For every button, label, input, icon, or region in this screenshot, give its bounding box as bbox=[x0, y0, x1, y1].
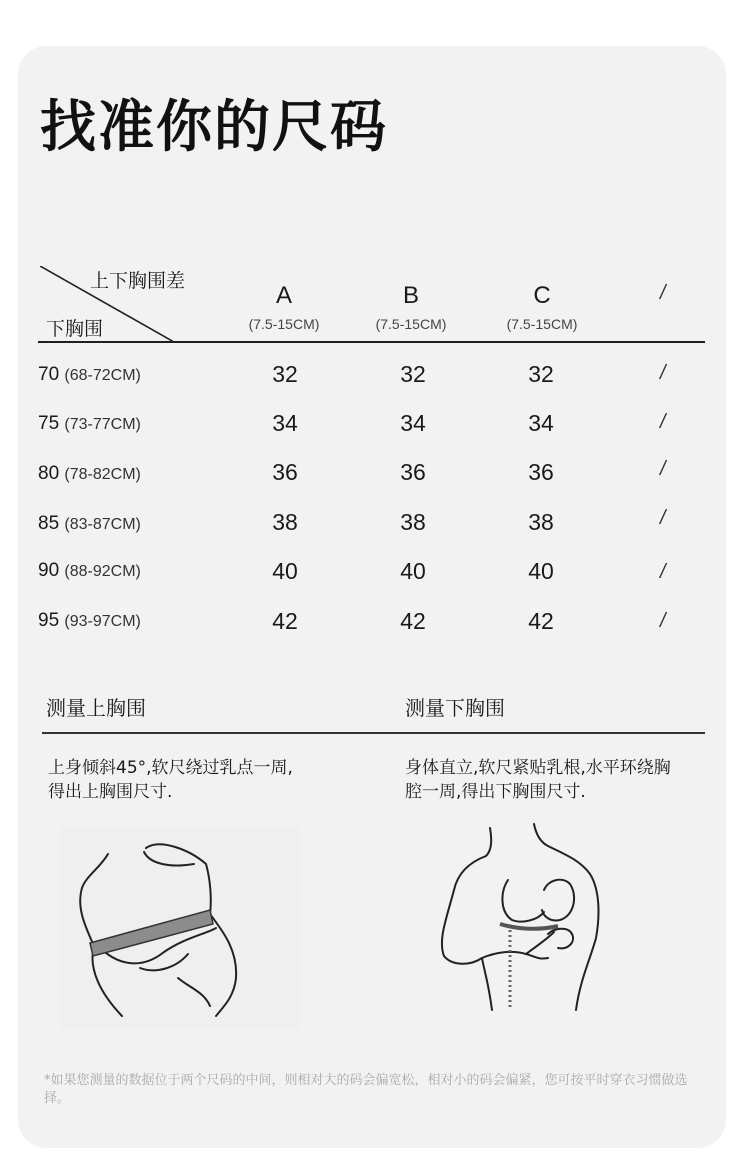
cell-b: 34 bbox=[400, 410, 426, 436]
band-size: 90 bbox=[38, 560, 60, 581]
column-c-range: (7.5-15CM) bbox=[506, 316, 578, 332]
measure-divider bbox=[42, 732, 705, 734]
column-c-letter: C bbox=[533, 282, 551, 309]
header-underbust-label: 下胸围 bbox=[46, 318, 104, 340]
column-b-letter: B bbox=[402, 282, 419, 309]
cell-d: / bbox=[660, 411, 666, 433]
cell-b: 36 bbox=[400, 459, 426, 485]
column-d-header: / bbox=[660, 282, 666, 304]
measure-lower-description bbox=[405, 756, 671, 804]
column-b-range: (7.5-15CM) bbox=[375, 316, 447, 332]
band-size: 75 bbox=[38, 413, 60, 434]
footnote: *如果您测量的数据位于两个尺码的中间，则相对大的码会偏宽松，相对小的码会偏紧，您可按平时穿衣习惯做选择。 bbox=[44, 1073, 688, 1106]
header-bust-difference-label: 上下胸围差 bbox=[90, 270, 186, 292]
cell-d: / bbox=[660, 458, 666, 480]
page-title: 找准你的尺码 bbox=[40, 95, 388, 160]
measure-upper-title: 测量上胸围 bbox=[46, 696, 146, 720]
cell-c: 40 bbox=[528, 558, 554, 584]
band-size: 80 bbox=[38, 463, 60, 484]
band-size: 95 bbox=[38, 610, 60, 631]
measure-lower-title: 测量下胸围 bbox=[405, 696, 505, 720]
cell-d: / bbox=[660, 362, 666, 384]
cell-d: / bbox=[660, 561, 666, 583]
cell-a: 36 bbox=[272, 459, 298, 485]
upper-bust-measure-illustration bbox=[60, 828, 300, 1028]
band-range: (93-97CM) bbox=[64, 613, 141, 630]
cell-a: 32 bbox=[272, 361, 298, 387]
measure-upper-line2: 得出上胸围尺寸. bbox=[48, 782, 173, 802]
underbust-measure-illustration bbox=[430, 820, 630, 1015]
cell-a: 40 bbox=[272, 558, 298, 584]
measure-upper-line1: 上身倾斜45°,软尺绕过乳点一周, bbox=[48, 758, 293, 778]
measure-lower-line2: 腔一周,得出下胸围尺寸. bbox=[405, 782, 586, 802]
cell-c: 36 bbox=[528, 459, 554, 485]
band-range: (68-72CM) bbox=[64, 367, 141, 384]
cell-b: 38 bbox=[400, 509, 426, 535]
band-range: (83-87CM) bbox=[64, 516, 141, 533]
cell-b: 40 bbox=[400, 558, 426, 584]
cell-a: 42 bbox=[272, 608, 298, 634]
column-a-letter: A bbox=[275, 282, 292, 309]
column-a-range: (7.5-15CM) bbox=[248, 316, 320, 332]
cell-d: / bbox=[660, 507, 666, 529]
band-size: 85 bbox=[38, 513, 60, 534]
band-range: (73-77CM) bbox=[64, 416, 141, 433]
cell-c: 42 bbox=[528, 608, 554, 634]
band-size: 70 bbox=[38, 364, 60, 385]
cell-b: 32 bbox=[400, 361, 426, 387]
cell-c: 32 bbox=[528, 361, 554, 387]
cell-c: 38 bbox=[528, 509, 554, 535]
cell-b: 42 bbox=[400, 608, 426, 634]
band-range: (88-92CM) bbox=[64, 563, 141, 580]
cell-a: 34 bbox=[272, 410, 298, 436]
band-range: (78-82CM) bbox=[64, 466, 141, 483]
measure-lower-line1: 身体直立,软尺紧贴乳根,水平环绕胸 bbox=[405, 758, 671, 778]
cell-d: / bbox=[660, 610, 666, 632]
cell-c: 34 bbox=[528, 410, 554, 436]
header-divider bbox=[38, 341, 705, 343]
measure-upper-description bbox=[48, 756, 293, 804]
cell-a: 38 bbox=[272, 509, 298, 535]
